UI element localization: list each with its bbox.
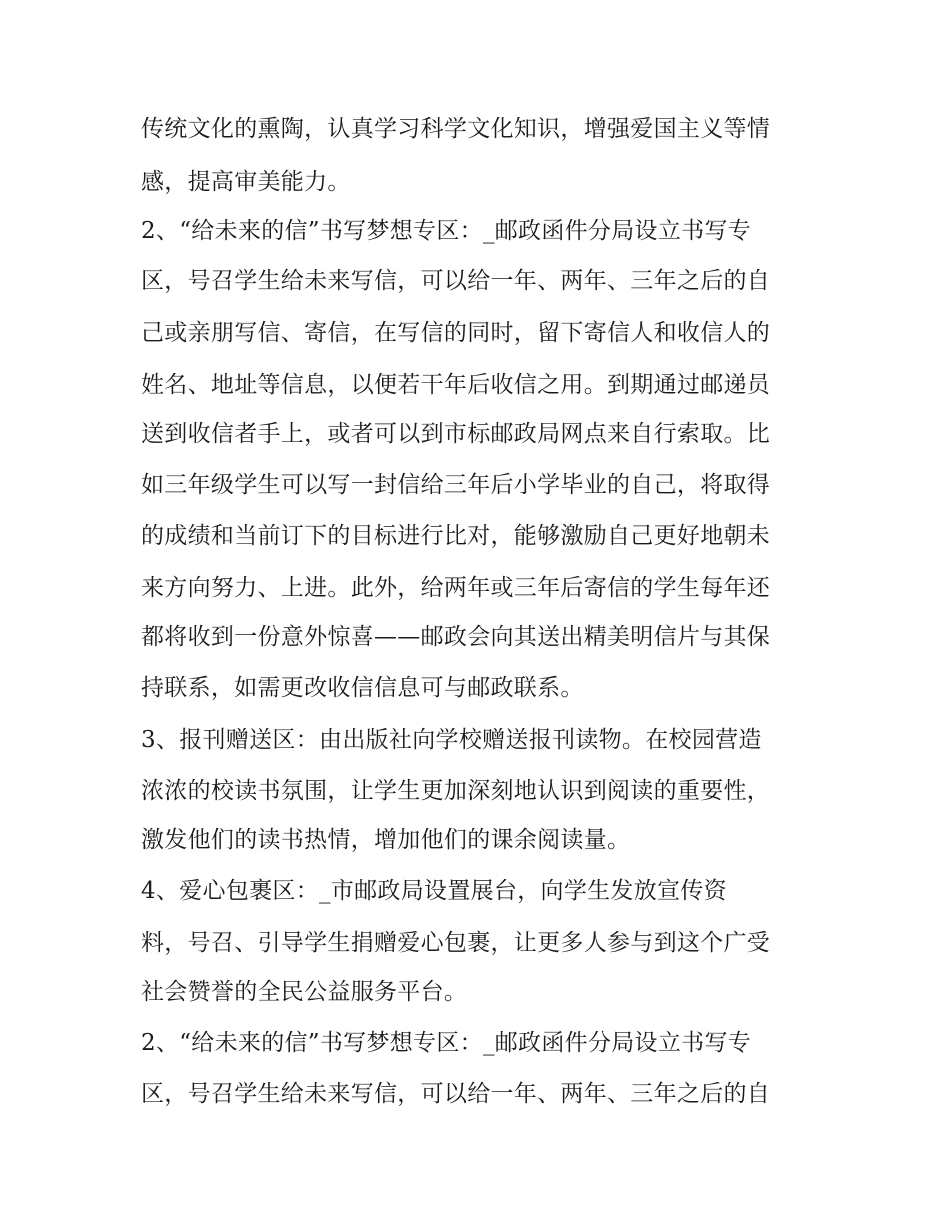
text-line: 感，提高审美能力。 xyxy=(141,169,351,195)
text-line: 传统文化的熏陶，认真学习科学文化知识，增强爱国主义等情 xyxy=(141,116,771,142)
text-line: 料，号召、引导学生捐赠爱心包裹，让更多人参与到这个广受 xyxy=(141,930,771,956)
text-line: 己或亲朋写信、寄信，在写信的同时，留下寄信人和收信人的 xyxy=(141,320,771,346)
text-line: 3、报刊赠送区：由出版社向学校赠送报刊读物。在校园营造 xyxy=(141,727,762,753)
text-line: 浓浓的校读书氛围，让学生更加深刻地认识到阅读的重要性， xyxy=(141,778,771,804)
text-line: 区，号召学生给未来写信，可以给一年、两年、三年之后的自 xyxy=(141,268,771,294)
text-line: 来方向努力、上进。此外，给两年或三年后寄信的学生每年还 xyxy=(141,575,771,601)
text-line: 都将收到一份意外惊喜——邮政会向其送出精美明信片与其保 xyxy=(141,624,771,650)
text-line: 送到收信者手上，或者可以到市标邮政局网点来自行索取。比 xyxy=(141,421,771,447)
text-line: 2、“给未来的信”书写梦想专区：_邮政函件分局设立书写专 xyxy=(141,1030,752,1056)
text-line: 激发他们的读书热情，增加他们的课余阅读量。 xyxy=(141,827,631,853)
text-line: 社会赞誉的全民公益服务平台。 xyxy=(141,979,468,1005)
text-line: 2、“给未来的信”书写梦想专区：_邮政函件分局设立书写专 xyxy=(141,218,752,244)
text-line: 的成绩和当前订下的目标进行比对，能够激励自己更好地朝未 xyxy=(141,523,771,549)
text-line: 持联系，如需更改收信信息可与邮政联系。 xyxy=(141,675,584,701)
text-line: 4、爱心包裹区：_市邮政局设置展台，向学生发放宣传资 xyxy=(141,878,727,904)
text-line: 姓名、地址等信息，以便若干年后收信之用。到期通过邮递员 xyxy=(141,372,771,398)
text-line: 如三年级学生可以写一封信给三年后小学毕业的自己，将取得 xyxy=(141,472,771,498)
text-line: 区，号召学生给未来写信，可以给一年、两年、三年之后的自 xyxy=(141,1081,771,1107)
